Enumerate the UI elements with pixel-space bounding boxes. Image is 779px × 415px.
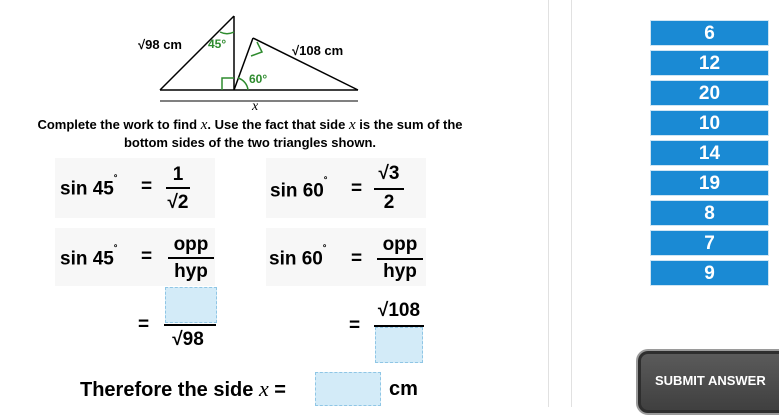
triangle-diagram: [130, 10, 370, 120]
row1-left-denominator: √2: [167, 192, 189, 213]
row3-right-numerator: √108: [377, 300, 421, 321]
right-angle-label: 60°: [249, 72, 268, 86]
angle-arc-45: [220, 32, 234, 34]
row2-left-label: sin 45˚: [60, 243, 118, 270]
row1-left-numerator: 1: [172, 164, 184, 185]
row2-left-denominator: hyp: [174, 261, 208, 282]
right-angle-mark-left: [222, 78, 234, 90]
row1-right-numerator: √3: [378, 163, 400, 184]
answer-tile[interactable]: 9: [650, 260, 769, 286]
row1-right-label: sin 60˚: [270, 175, 328, 202]
row1-left-equals: =: [141, 176, 153, 197]
right-angle-mark-top: [251, 42, 262, 56]
answer-line: Therefore the side x =: [80, 376, 286, 401]
row3-left-denominator: √98: [172, 329, 204, 350]
row1-right-denominator: 2: [383, 192, 395, 213]
instructions: Complete the work to find x. Use the fact that side x is the sum of the bottom sides of the two triangles shown.: [37, 117, 463, 150]
row3-left-fraction-bar: [164, 324, 216, 326]
angle-arc-60: [238, 78, 248, 90]
row1-left-label: sin 45˚: [60, 173, 118, 200]
left-numerator-dropzone[interactable]: [165, 287, 217, 323]
row3-left-equals: =: [138, 314, 150, 335]
answer-tile[interactable]: 20: [650, 80, 769, 106]
answer-tile[interactable]: 14: [650, 140, 769, 166]
row1-right-fraction-bar: [374, 188, 404, 190]
answer-tile[interactable]: 19: [650, 170, 769, 196]
left-angle-label: 45°: [208, 37, 227, 51]
left-hyp-label: √98 cm: [138, 37, 182, 52]
row3-right-equals: =: [349, 315, 361, 336]
row2-right-numerator: opp: [382, 234, 418, 255]
answer-x-dropzone[interactable]: [315, 372, 381, 406]
row2-left-equals: =: [141, 246, 153, 267]
row2-right-fraction-bar: [377, 258, 423, 260]
row2-left-numerator: opp: [173, 234, 209, 255]
submit-answer-label: SUBMIT ANSWER: [655, 373, 766, 388]
right-denominator-dropzone[interactable]: [375, 327, 423, 363]
row1-right-equals: =: [351, 178, 363, 199]
answer-unit: cm: [389, 378, 418, 400]
answer-tile[interactable]: 8: [650, 200, 769, 226]
base-x-label: x: [252, 99, 259, 114]
row2-left-fraction-bar: [168, 257, 214, 259]
left-hypotenuse: [160, 16, 234, 90]
answer-tile[interactable]: 12: [650, 50, 769, 76]
answer-tile[interactable]: 6: [650, 20, 769, 46]
right-hyp-label: √108 cm: [292, 43, 344, 58]
submit-answer-button[interactable]: [636, 349, 779, 415]
row2-right-equals: =: [351, 248, 363, 269]
answer-tile[interactable]: 7: [650, 230, 769, 256]
answer-tile[interactable]: 10: [650, 110, 769, 136]
row1-left-fraction-bar: [166, 187, 190, 189]
row2-right-label: sin 60˚: [269, 243, 327, 270]
row2-right-denominator: hyp: [383, 261, 417, 282]
